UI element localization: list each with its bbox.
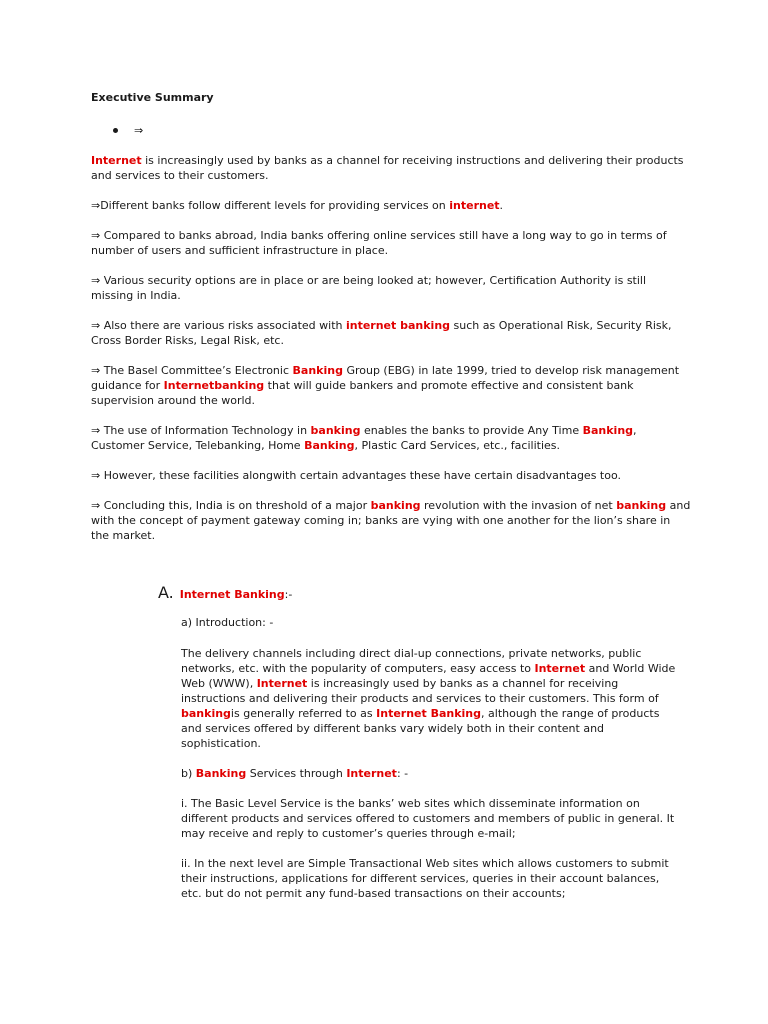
highlight-term: banking bbox=[310, 424, 361, 437]
highlight-term: Banking bbox=[292, 364, 343, 377]
paragraph-text: and World Wide Web (WWW), bbox=[181, 662, 676, 690]
paragraph-5 bbox=[91, 318, 691, 348]
bullet-icon bbox=[113, 128, 118, 133]
highlight-term: Banking bbox=[582, 424, 634, 437]
highlight-term: Internet Banking bbox=[376, 707, 482, 720]
bullet-item bbox=[113, 124, 143, 137]
section-letter: A. bbox=[158, 583, 174, 602]
paragraph-text: and with the concept of payment gateway coming in; banks are vying with one another for the lion’s share in the market. bbox=[91, 499, 691, 542]
paragraph-text: that will guide bankers and promote effective and consistent bank supervision around the world. bbox=[91, 379, 634, 407]
highlight-term: Internet bbox=[91, 154, 142, 167]
section-title-suffix: :- bbox=[284, 588, 293, 601]
paragraph-8: ⇒ However, these facilities alongwith certain advantages these have certain disadvantages too. bbox=[91, 469, 621, 482]
paragraph-text: ⇒ The Basel Committee’s Electronic bbox=[91, 364, 293, 377]
highlight-term: Internetbanking bbox=[163, 379, 265, 392]
service-level-2: ii. In the next level are Simple Transactional Web sites which allows customers to submit their instructions, applications for different services, queries in their account balances, etc. but do not permit any fund-based transactions on their accounts; bbox=[181, 857, 669, 900]
paragraph-text: is increasingly used by banks as a channel for receiving instructions and delivering their products and services to their customers. This form of bbox=[181, 677, 659, 705]
highlight-term: Banking bbox=[304, 439, 355, 452]
highlight-term: Internet Banking bbox=[179, 588, 285, 601]
paragraph-text: ⇒Different banks follow different levels for providing services on bbox=[91, 199, 450, 212]
paragraph-text: ⇒ Concluding this, India is on threshold of a major bbox=[91, 499, 371, 512]
paragraph-3: ⇒ Compared to banks abroad, India banks offering online services still have a long way to go in terms of number of users and sufficient infrastructure in place. bbox=[91, 229, 667, 257]
paragraph-text: ⇒ The use of Information Technology in bbox=[91, 424, 311, 437]
paragraph-1 bbox=[91, 153, 691, 183]
paragraph-text: Services through bbox=[246, 767, 347, 780]
paragraph-text: ⇒ Also there are various risks associated with bbox=[91, 319, 346, 332]
paragraph-text: is increasingly used by banks as a channel for receiving instructions and delivering their products and services to their customers. bbox=[91, 154, 684, 182]
paragraph-text: The delivery channels including direct dial-up connections, private networks, public networks, etc. with the popularity of computers, easy access to bbox=[181, 647, 642, 675]
paragraph-text: is generally referred to as bbox=[230, 707, 377, 720]
paragraph-text: b) bbox=[181, 767, 196, 780]
section-a-heading bbox=[158, 583, 292, 602]
service-level-1: i. The Basic Level Service is the banks’ web sites which disseminate information on different products and services offered to customers and members of public in general. It may receive and reply to customer’s queries through e-mail; bbox=[181, 797, 675, 840]
highlight-term: Banking bbox=[195, 767, 247, 780]
highlight-term: banking bbox=[181, 707, 231, 720]
paragraph-text: such as Operational Risk, Security Risk, Cross Border Risks, Legal Risk, etc. bbox=[91, 319, 672, 347]
paragraph-text: Group (EBG) in late 1999, tried to develop risk management guidance for bbox=[91, 364, 680, 392]
highlight-term: Internet bbox=[534, 662, 586, 675]
paragraph-text: : - bbox=[396, 767, 409, 780]
page-title: Executive Summary bbox=[91, 91, 214, 104]
highlight-term: banking bbox=[370, 499, 421, 512]
paragraph-text: , Customer Service, Telebanking, Home bbox=[91, 424, 637, 452]
intro-label: a) Introduction: - bbox=[181, 616, 274, 629]
paragraph-2 bbox=[91, 198, 691, 213]
paragraph-6 bbox=[91, 363, 691, 408]
paragraph-4: ⇒ Various security options are in place or are being looked at; however, Certification Authority is still missing in India. bbox=[91, 274, 647, 302]
paragraph-7 bbox=[91, 423, 691, 453]
intro-paragraph bbox=[181, 646, 681, 751]
arrow-icon: ⇒ bbox=[134, 124, 144, 137]
paragraph-text: revolution with the invasion of net bbox=[420, 499, 617, 512]
highlight-term: internet banking bbox=[345, 319, 451, 332]
paragraph-text: . bbox=[499, 199, 504, 212]
paragraph-text: , although the range of products and services offered by different banks vary widely both in their content and sophistication. bbox=[181, 707, 660, 750]
paragraph-9 bbox=[91, 498, 691, 543]
highlight-term: banking bbox=[616, 499, 667, 512]
highlight-term: Internet bbox=[256, 677, 308, 690]
highlight-term: Internet bbox=[346, 767, 397, 780]
paragraph-text: , Plastic Card Services, etc., facilities. bbox=[354, 439, 561, 452]
highlight-term: internet bbox=[449, 199, 500, 212]
paragraph-text: enables the banks to provide Any Time bbox=[360, 424, 583, 437]
services-label bbox=[181, 766, 681, 781]
